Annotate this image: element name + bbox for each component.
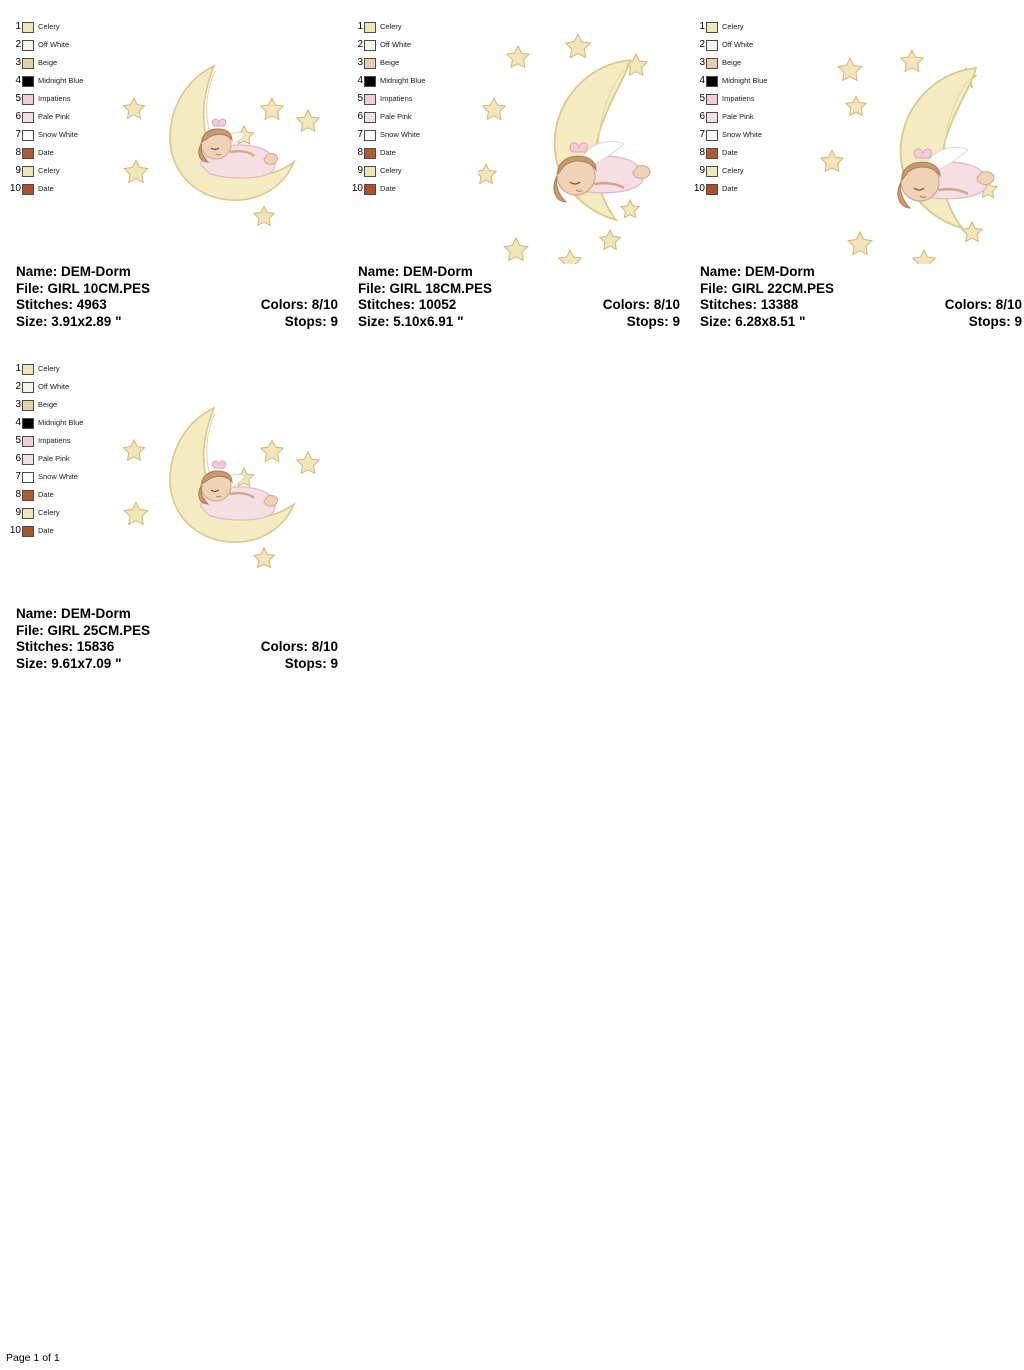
legend-row (692, 126, 817, 144)
legend-row (692, 108, 817, 126)
design-info (16, 264, 346, 330)
legend-row (692, 18, 817, 36)
legend-number: 10 (693, 183, 705, 194)
design-file: File: GIRL 25CM.PES (16, 622, 151, 638)
legend-number: 6 (15, 453, 21, 464)
legend-color-name: Snow White (38, 472, 79, 482)
legend-number: 10 (351, 183, 363, 194)
legend-color-name: Date (380, 184, 396, 194)
legend-color-swatch (706, 184, 718, 195)
legend-color-name: Beige (38, 400, 58, 410)
design-file: File: GIRL 22CM.PES (700, 280, 835, 296)
design-stops: Stops: 9 (284, 655, 338, 671)
legend-row (350, 108, 475, 126)
legend-number: 7 (357, 129, 363, 140)
legend-row (692, 162, 817, 180)
legend-color-swatch (706, 130, 718, 141)
legend-color-swatch (22, 184, 34, 195)
design-stops: Stops: 9 (284, 313, 338, 329)
legend-color-name: Snow White (722, 130, 763, 140)
legend-color-name: Beige (722, 58, 742, 68)
legend-row (350, 36, 475, 54)
legend-number: 9 (15, 165, 21, 176)
legend-color-name: Impatiens (38, 94, 71, 104)
embroidery-preview (112, 380, 332, 570)
legend-row (350, 54, 475, 72)
legend-color-name: Date (38, 184, 54, 194)
design-stitches: Stitches: 4963 (16, 297, 107, 312)
legend-color-swatch (364, 40, 376, 51)
design-colors: Colors: 8/10 (602, 297, 680, 312)
legend-color-swatch (706, 22, 718, 33)
legend-color-name: Celery (38, 166, 60, 176)
legend-color-swatch (22, 436, 34, 447)
legend-number: 7 (699, 129, 705, 140)
legend-row (692, 36, 817, 54)
embroidery-preview (478, 24, 678, 264)
legend-color-name: Beige (38, 58, 58, 68)
legend-color-swatch (706, 58, 718, 69)
legend-number: 8 (699, 147, 705, 158)
legend-number: 3 (15, 399, 21, 410)
legend-row (8, 18, 133, 36)
legend-row (8, 360, 133, 378)
legend-color-name: Off White (380, 40, 412, 50)
legend-color-name: Celery (38, 22, 60, 32)
legend-number: 1 (15, 363, 21, 374)
legend-number: 4 (699, 75, 705, 86)
design-name: Name: DEM-Dorm (16, 264, 131, 279)
design-size: Size: 6.28x8.51 " (700, 313, 806, 329)
design-name: Name: DEM-Dorm (16, 606, 131, 621)
legend-color-name: Midnight Blue (38, 76, 84, 86)
legend-number: 10 (9, 183, 21, 194)
design-size: Size: 3.91x2.89 " (16, 313, 122, 329)
legend-color-name: Off White (38, 382, 70, 392)
design-size: Size: 5.10x6.91 " (358, 313, 464, 329)
legend-color-name: Beige (380, 58, 400, 68)
legend-color-name: Date (722, 184, 738, 194)
legend-color-swatch (22, 112, 34, 123)
legend-number: 4 (15, 417, 21, 428)
legend-color-swatch (22, 472, 34, 483)
legend-color-swatch (22, 130, 34, 141)
legend-color-name: Midnight Blue (722, 76, 768, 86)
legend-color-swatch (364, 112, 376, 123)
legend-color-swatch (22, 508, 34, 519)
color-legend (350, 18, 475, 198)
legend-number: 2 (699, 39, 705, 50)
legend-color-name: Midnight Blue (38, 418, 84, 428)
design-size: Size: 9.61x7.09 " (16, 655, 122, 671)
legend-color-name: Impatiens (722, 94, 755, 104)
design-colors: Colors: 8/10 (260, 639, 338, 654)
legend-color-name: Date (38, 526, 54, 536)
legend-number: 5 (357, 93, 363, 104)
legend-number: 6 (357, 111, 363, 122)
legend-row (692, 54, 817, 72)
legend-color-swatch (364, 148, 376, 159)
legend-number: 2 (15, 39, 21, 50)
legend-row (692, 90, 817, 108)
legend-color-swatch (364, 184, 376, 195)
legend-number: 6 (699, 111, 705, 122)
legend-color-swatch (706, 166, 718, 177)
legend-color-name: Pale Pink (380, 112, 412, 122)
legend-color-swatch (706, 94, 718, 105)
legend-color-name: Off White (38, 40, 70, 50)
design-stops: Stops: 9 (968, 313, 1022, 329)
legend-color-name: Date (38, 148, 54, 158)
legend-color-name: Celery (38, 508, 60, 518)
legend-number: 8 (15, 489, 21, 500)
legend-color-swatch (22, 40, 34, 51)
legend-color-name: Celery (380, 166, 402, 176)
legend-number: 5 (699, 93, 705, 104)
legend-color-name: Snow White (38, 130, 79, 140)
legend-color-swatch (706, 112, 718, 123)
legend-color-swatch (22, 76, 34, 87)
legend-color-name: Celery (722, 166, 744, 176)
legend-number: 9 (15, 507, 21, 518)
design-info (700, 264, 1024, 330)
design-block (8, 360, 349, 671)
legend-row (692, 144, 817, 162)
legend-number: 9 (357, 165, 363, 176)
embroidery-preview (820, 24, 1020, 264)
color-legend (692, 18, 817, 198)
legend-number: 10 (9, 525, 21, 536)
legend-number: 3 (15, 57, 21, 68)
design-block (8, 18, 349, 329)
legend-color-swatch (22, 364, 34, 375)
legend-color-swatch (364, 166, 376, 177)
legend-color-swatch (364, 76, 376, 87)
legend-number: 8 (15, 147, 21, 158)
legend-row (350, 90, 475, 108)
legend-color-swatch (22, 22, 34, 33)
legend-color-name: Date (38, 490, 54, 500)
legend-number: 4 (15, 75, 21, 86)
legend-row (692, 180, 817, 198)
legend-color-name: Date (380, 148, 396, 158)
legend-number: 1 (699, 21, 705, 32)
legend-number: 5 (15, 93, 21, 104)
design-colors: Colors: 8/10 (260, 297, 338, 312)
legend-row (350, 18, 475, 36)
legend-color-swatch (364, 94, 376, 105)
legend-color-name: Snow White (380, 130, 421, 140)
legend-color-swatch (706, 40, 718, 51)
legend-color-name: Impatiens (38, 436, 71, 446)
design-block (692, 18, 1024, 329)
legend-color-swatch (706, 148, 718, 159)
legend-number: 4 (357, 75, 363, 86)
legend-color-swatch (22, 94, 34, 105)
legend-row (692, 72, 817, 90)
legend-color-name: Celery (722, 22, 744, 32)
design-name: Name: DEM-Dorm (700, 264, 815, 279)
design-name: Name: DEM-Dorm (358, 264, 473, 279)
legend-number: 7 (15, 471, 21, 482)
legend-color-name: Midnight Blue (380, 76, 426, 86)
legend-number: 2 (15, 381, 21, 392)
legend-color-swatch (22, 148, 34, 159)
legend-color-swatch (22, 418, 34, 429)
legend-color-swatch (22, 382, 34, 393)
legend-number: 3 (357, 57, 363, 68)
legend-color-name: Date (722, 148, 738, 158)
design-block (350, 18, 691, 329)
legend-number: 9 (699, 165, 705, 176)
legend-number: 1 (15, 21, 21, 32)
legend-color-name: Impatiens (380, 94, 413, 104)
legend-row (350, 180, 475, 198)
legend-color-swatch (22, 490, 34, 501)
legend-color-name: Pale Pink (38, 454, 70, 464)
design-file: File: GIRL 18CM.PES (358, 280, 493, 296)
legend-color-swatch (364, 22, 376, 33)
legend-color-swatch (22, 166, 34, 177)
design-file: File: GIRL 10CM.PES (16, 280, 151, 296)
legend-color-name: Pale Pink (722, 112, 754, 122)
legend-number: 3 (699, 57, 705, 68)
design-stitches: Stitches: 10052 (358, 297, 457, 312)
design-info (16, 606, 346, 672)
legend-row (350, 144, 475, 162)
legend-number: 5 (15, 435, 21, 446)
design-colors: Colors: 8/10 (944, 297, 1022, 312)
page-footer: Page 1 of 1 (6, 1352, 60, 1364)
legend-color-name: Pale Pink (38, 112, 70, 122)
legend-color-swatch (364, 130, 376, 141)
design-stitches: Stitches: 13388 (700, 297, 799, 312)
design-stitches: Stitches: 15836 (16, 639, 115, 654)
legend-color-name: Celery (38, 364, 60, 374)
legend-color-swatch (22, 400, 34, 411)
legend-row (350, 126, 475, 144)
legend-color-swatch (706, 76, 718, 87)
legend-number: 6 (15, 111, 21, 122)
legend-color-swatch (364, 58, 376, 69)
design-stops: Stops: 9 (626, 313, 680, 329)
legend-color-swatch (22, 454, 34, 465)
legend-row (350, 162, 475, 180)
legend-color-name: Celery (380, 22, 402, 32)
legend-number: 1 (357, 21, 363, 32)
embroidery-preview (112, 38, 332, 228)
legend-color-swatch (22, 526, 34, 537)
legend-row (350, 72, 475, 90)
legend-color-swatch (22, 58, 34, 69)
legend-number: 2 (357, 39, 363, 50)
legend-number: 7 (15, 129, 21, 140)
design-info (358, 264, 688, 330)
legend-color-name: Off White (722, 40, 754, 50)
legend-number: 8 (357, 147, 363, 158)
